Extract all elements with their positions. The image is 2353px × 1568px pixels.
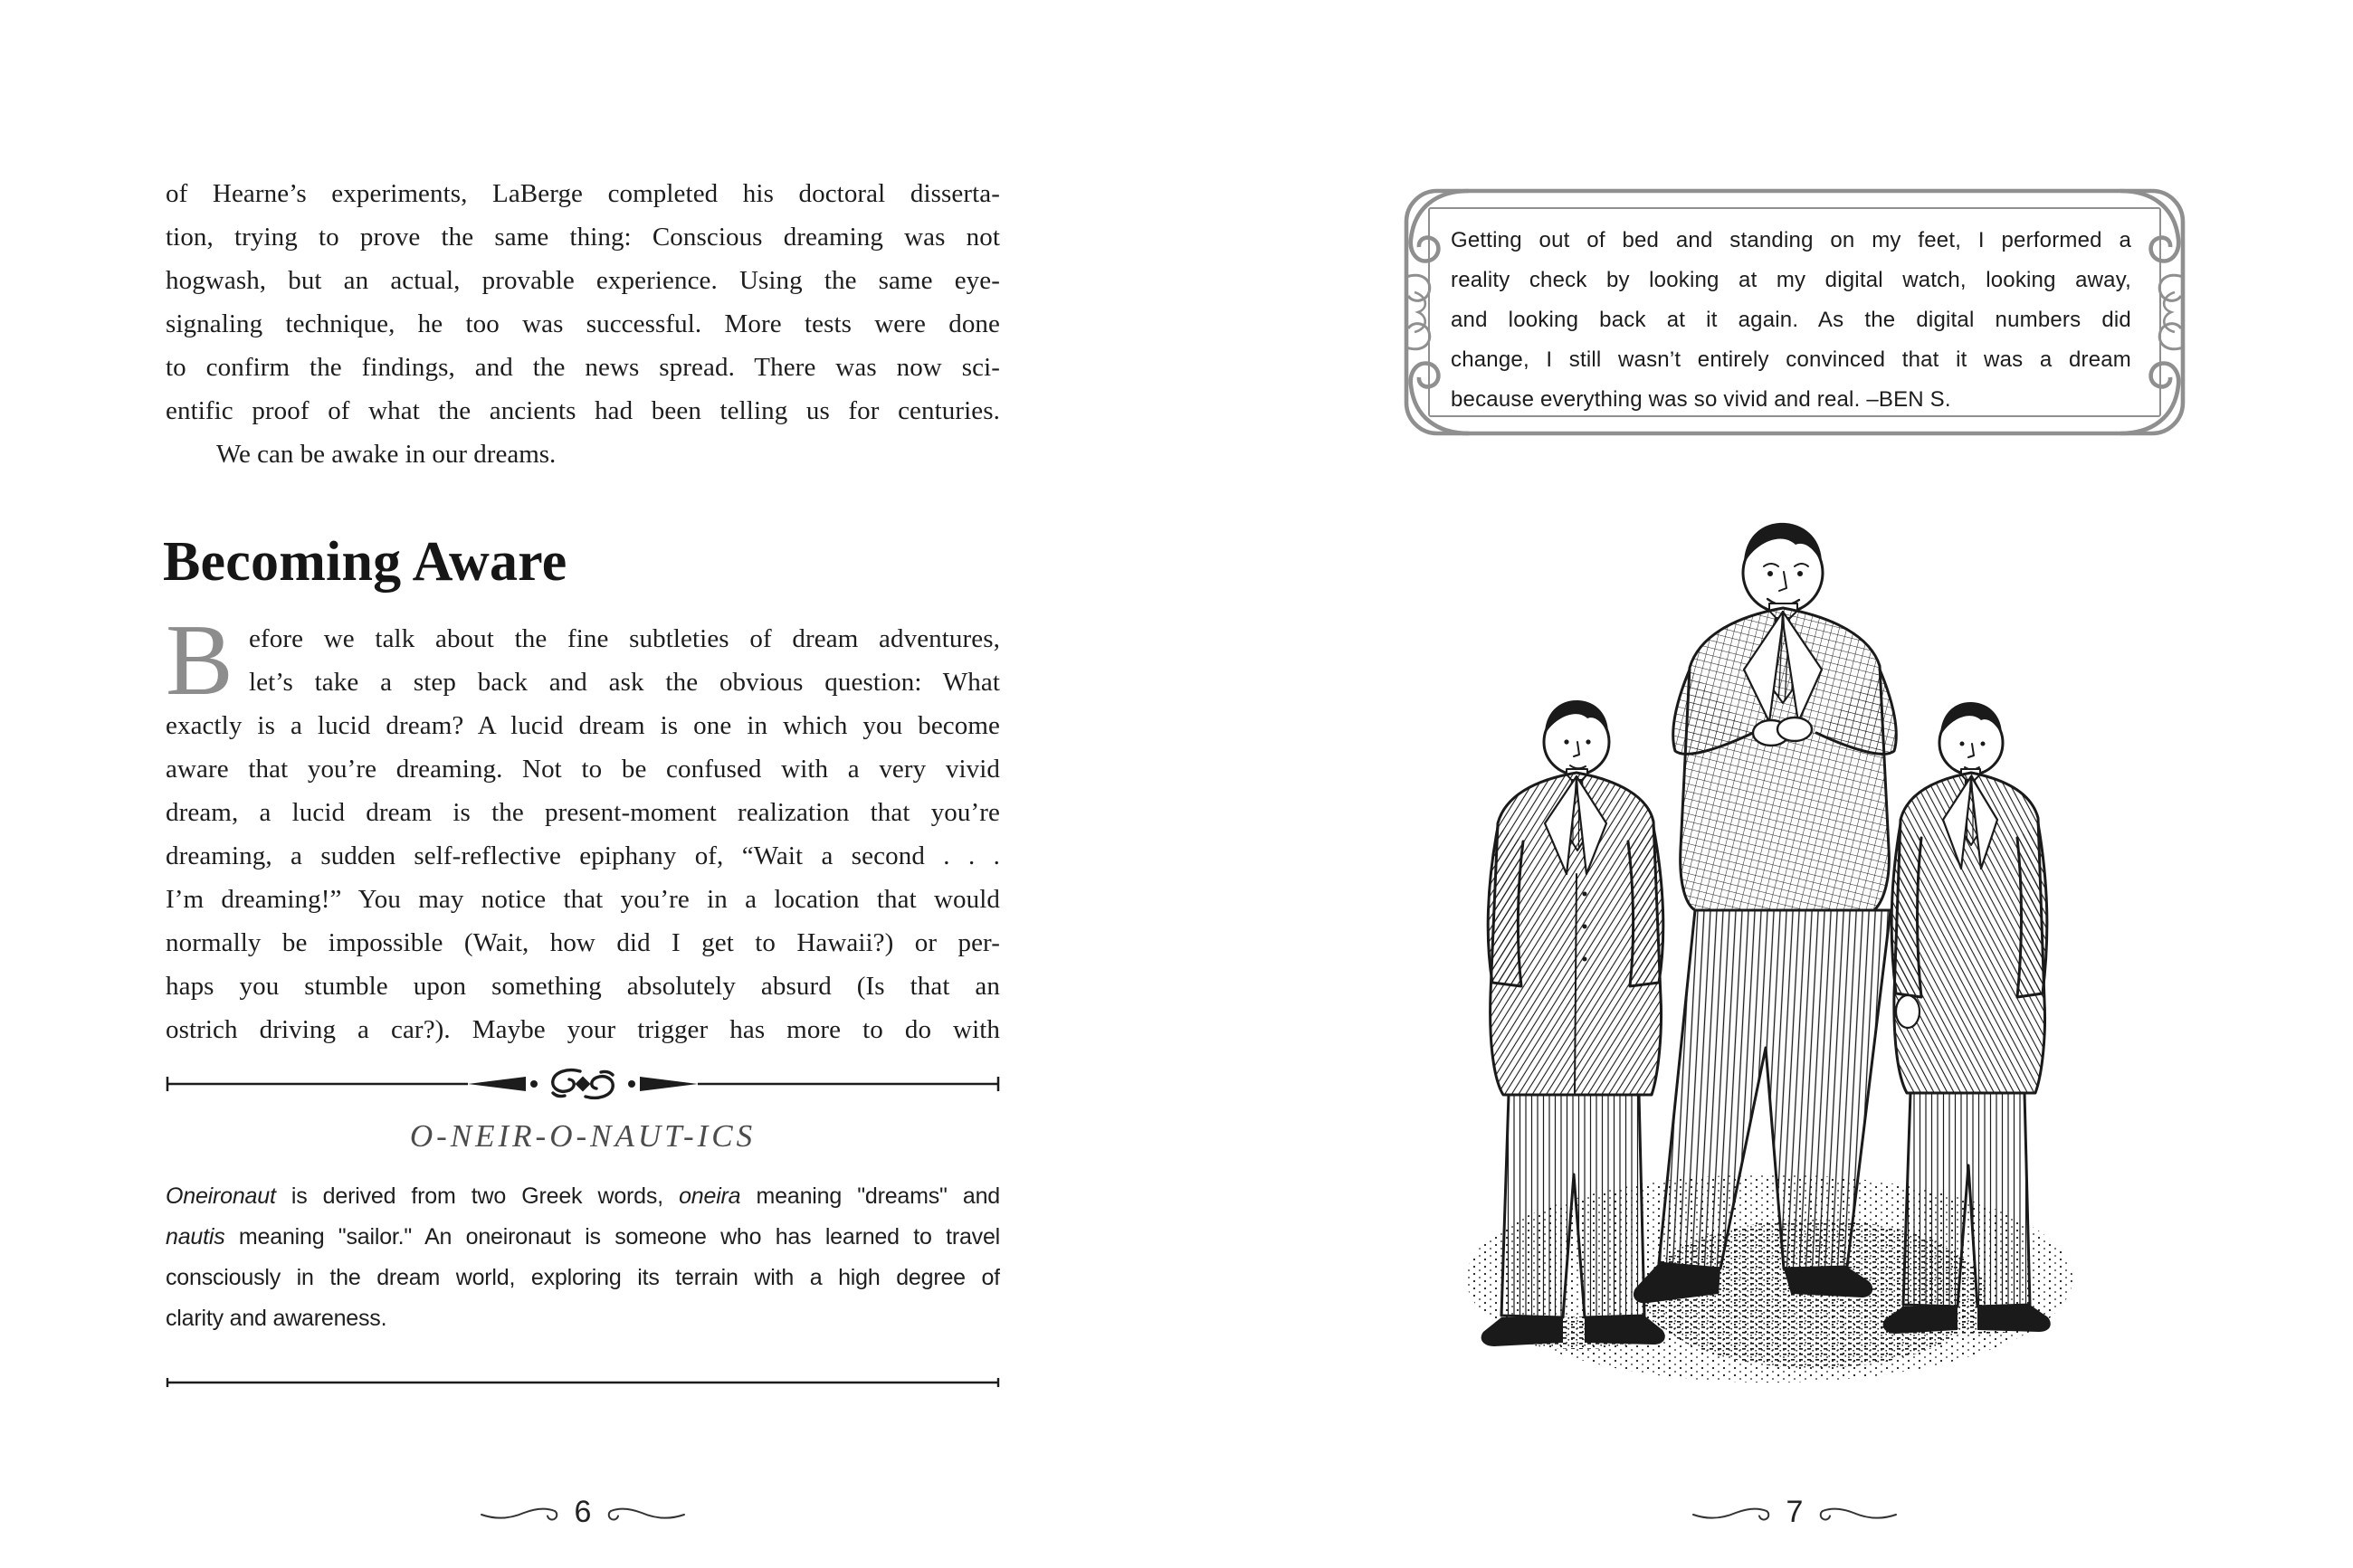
text-line: to confirm the findings, and the news spread. There was now sci- xyxy=(166,353,1000,382)
text-line: change, I still wasn’t entirely convinced that it was a dream xyxy=(1451,347,2131,372)
text-line: haps you stumble upon something absolutely absurd (Is that an xyxy=(166,972,1000,1001)
three-men-illustration xyxy=(1407,505,2177,1419)
body-paragraph-1 xyxy=(166,172,1000,432)
text-line: tion, trying to prove the same thing: Conscious dreaming was not xyxy=(166,223,1000,252)
sidebar-body xyxy=(166,1176,1000,1339)
text-line: and looking back at it again. As the digital numbers did xyxy=(1451,308,2131,332)
page-number-flourish-right-icon xyxy=(1819,1501,1899,1525)
page-number-left xyxy=(166,1495,1000,1530)
sidebar-bottom-rule xyxy=(166,1376,1000,1389)
text-line: exactly is a lucid dream? A lucid dream is one in which you become xyxy=(166,711,1000,740)
text-line: dreaming, a sudden self-reflective epiphany of, “Wait a second . . . xyxy=(166,841,1000,870)
page-number-flourish-left-icon xyxy=(479,1501,558,1525)
page-number-flourish-right-icon xyxy=(607,1501,687,1525)
text-line: hogwash, but an actual, provable experience. Using the same eye- xyxy=(166,266,1000,295)
text-line: of Hearne’s experiments, LaBerge completed his doctoral disserta- xyxy=(166,179,1000,208)
text-line: normally be impossible (Wait, how did I get to Hawaii?) or per- xyxy=(166,928,1000,957)
page-number-value: 6 xyxy=(574,1495,592,1529)
testimonial-quote-box xyxy=(1398,183,2191,442)
page-number-right xyxy=(1398,1495,2191,1530)
sidebar-title: O-NEIR-O-NAUT-ICS xyxy=(409,1118,757,1154)
body-standalone-sentence: We can be awake in our dreams. xyxy=(216,440,557,469)
ornamental-divider xyxy=(166,1066,1000,1102)
text-line: entific proof of what the ancients had been telling us for centuries. xyxy=(166,396,1000,425)
text-line: efore we talk about the fine subtleties of dream adventures, xyxy=(249,624,1000,653)
text-line: reality check by looking at my digital watch, looking away, xyxy=(1451,268,2131,292)
text-line: signaling technique, he too was successful. More tests were done xyxy=(166,309,1000,338)
section-heading: Becoming Aware xyxy=(163,531,567,593)
text-line: aware that you’re dreaming. Not to be confused with a very vivid xyxy=(166,755,1000,784)
text-line: dream, a lucid dream is the present-moment realization that you’re xyxy=(166,798,1000,827)
page-number-value: 7 xyxy=(1786,1495,1804,1529)
text-line: let’s take a step back and ask the obvious question: What xyxy=(249,668,1000,697)
text-line: consciously in the dream world, exploring its terrain with a high degree of xyxy=(166,1265,1000,1290)
text-line: nautis meaning "sailor." An oneironaut is someone who has learned to travel xyxy=(166,1224,1000,1250)
testimonial-text xyxy=(1451,221,2131,420)
text-line: Oneironaut is derived from two Greek words, oneira meaning "dreams" and xyxy=(166,1183,1000,1209)
text-line: Getting out of bed and standing on my feet, I performed a xyxy=(1451,228,2131,252)
text-line: I’m dreaming!” You may notice that you’re in a location that would xyxy=(166,885,1000,914)
text-line: ostrich driving a car?). Maybe your trigger has more to do with xyxy=(166,1015,1000,1044)
text-line: clarity and awareness. xyxy=(166,1306,387,1331)
drop-cap-letter: B xyxy=(166,604,233,717)
body-paragraph-2 xyxy=(166,604,1000,1051)
text-line: because everything was so vivid and real. –BEN S. xyxy=(1451,387,1951,412)
page-number-flourish-left-icon xyxy=(1691,1501,1770,1525)
